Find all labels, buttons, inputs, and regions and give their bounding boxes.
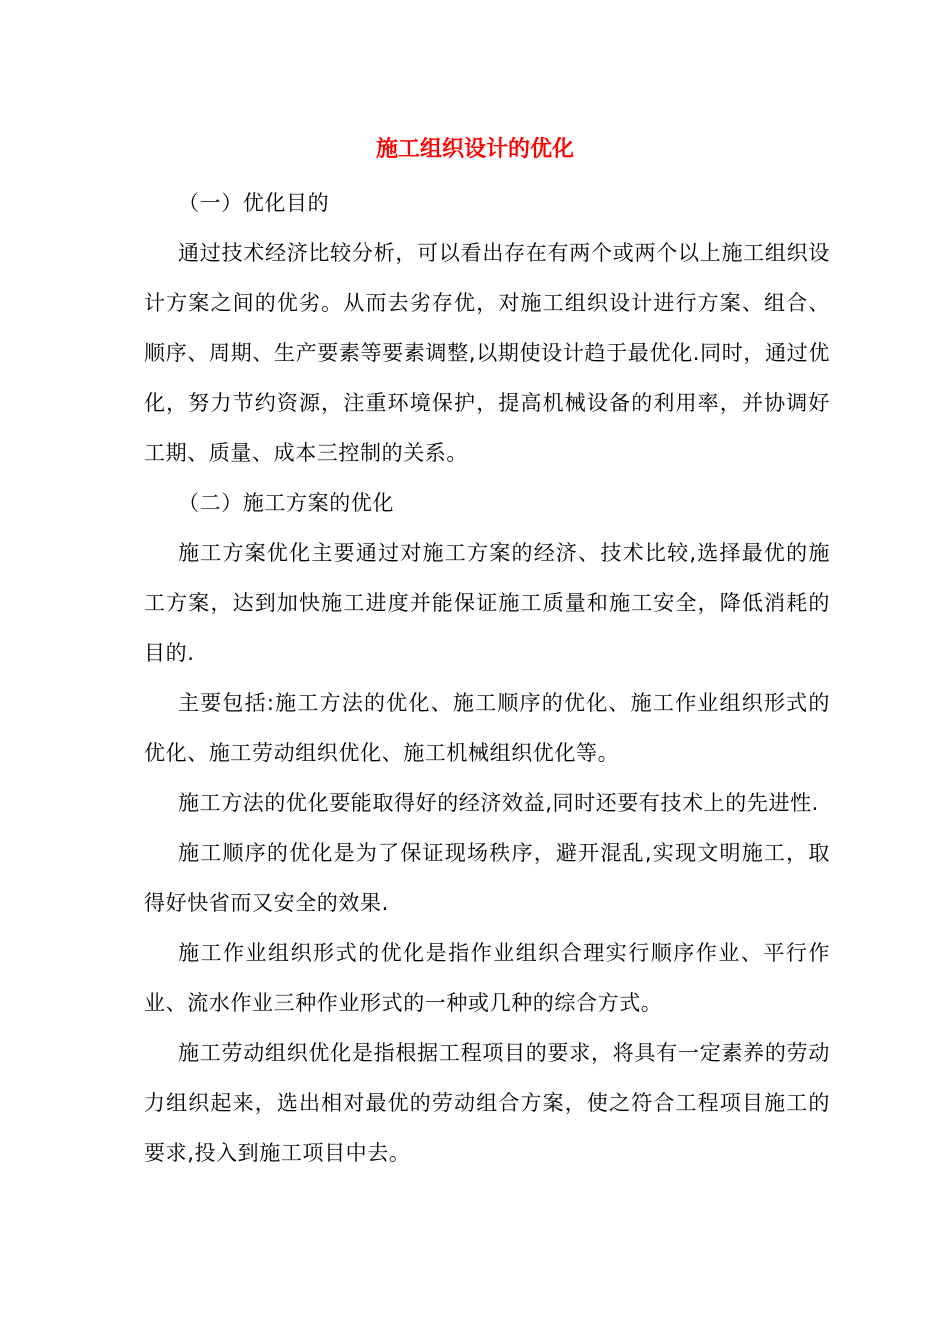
section-heading-2: （二）施工方案的优化	[178, 491, 394, 515]
paragraph-optimization-purpose: 通过技术经济比较分析，可以看出存在有两个或两个以上施工组织设计方案之间的优劣。从而去劣存优，对施工组织设计进行方案、组合、顺序、周期、生产要素等要素调整,以期使设计趋于最优化.同时，通过优化，努力节约资源，注重环境保护，提高机械设备的利用率，并协调好工期、质量、成本三控制的关系。	[144, 241, 830, 465]
section-heading-1: （一）优化目的	[178, 191, 330, 215]
paragraph-work-organization: 施工作业组织形式的优化是指作业组织合理实行顺序作业、平行作业、流水作业三种作业形式的一种或几种的综合方式。	[144, 941, 830, 1015]
paragraph-labor-organization: 施工劳动组织优化是指根据工程项目的要求，将具有一定素养的劳动力组织起来，选出相对最优的劳动组合方案，使之符合工程项目施工的要求,投入到施工项目中去。	[144, 1041, 830, 1165]
document-body	[144, 178, 830, 1178]
paragraph-method-optimization: 施工方法的优化要能取得好的经济效益,同时还要有技术上的先进性.	[178, 791, 819, 815]
paragraph-sequence-optimization: 施工顺序的优化是为了保证现场秩序，避开混乱,实现文明施工，取得好快省而又安全的效果.	[144, 841, 830, 915]
document-title: 施工组织设计的优化	[375, 137, 574, 162]
paragraph-main-contents: 主要包括:施工方法的优化、施工顺序的优化、施工作业组织形式的优化、施工劳动组织优化、施工机械组织优化等。	[144, 691, 830, 765]
paragraph-scheme-optimization: 施工方案优化主要通过对施工方案的经济、技术比较,选择最优的施工方案，达到加快施工进度并能保证施工质量和施工安全，降低消耗的目的.	[144, 541, 830, 665]
